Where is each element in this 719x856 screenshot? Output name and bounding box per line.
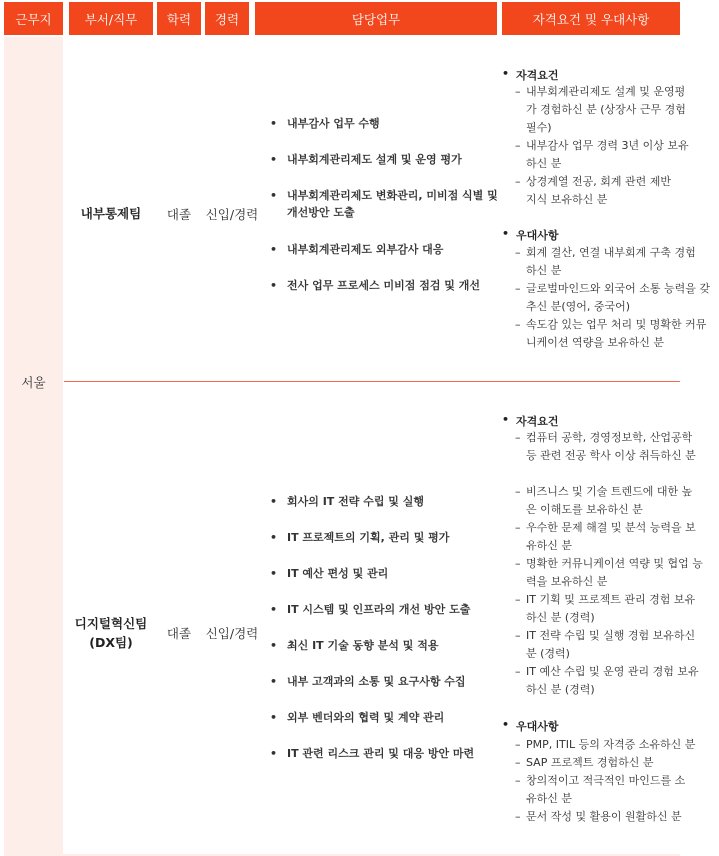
- preferred-item: – 창의적이고 적극적인 마인드를 소유하신 분: [515, 772, 695, 808]
- team-name-sub: (DX팀): [89, 635, 133, 650]
- duty-item: • IT 관련 리스크 관리 및 대응 방안 마련: [270, 745, 498, 762]
- header-career: 경력: [205, 2, 249, 35]
- preferred-title: • 우대사항: [500, 718, 559, 734]
- duty-item: • 전사 업무 프로세스 미비점 점검 및 개선: [270, 277, 498, 294]
- required-item: – 내부회계관리제도 설계 및 운영평가 경험하신 분 (상장사 근무 경험 필수): [515, 83, 695, 137]
- education-value: 대졸: [166, 207, 192, 222]
- duty-item: • 내부회계관리제도 외부감사 대응: [270, 241, 498, 258]
- preferred-item: – SAP 프로젝트 경험하신 분: [515, 754, 719, 772]
- required-title: • 자격요건: [500, 67, 559, 83]
- duty-item: • 외부 벤더와의 협력 및 계약 관리: [270, 709, 498, 726]
- header-qualifications: 자격요건 및 우대사항: [502, 2, 680, 35]
- duty-item: • 회사의 IT 전략 수립 및 실행: [270, 493, 498, 510]
- duty-item: • IT 시스템 및 인프라의 개선 방안 도출: [270, 601, 498, 618]
- duty-item: • IT 예산 편성 및 관리: [270, 565, 498, 582]
- header-department: 부서/직무: [69, 2, 153, 35]
- preferred-item: – 문서 작성 및 활용이 원활하신 분: [515, 808, 719, 826]
- preferred-item: – 속도감 있는 업무 처리 및 명확한 커뮤니케이션 역량을 보유하신 분: [515, 316, 710, 352]
- required-title: • 자격요건: [500, 413, 559, 429]
- duty-item: • 내부회계관리제도 설계 및 운영 평가: [270, 151, 498, 168]
- duty-item: • 내부회계관리제도 변화관리, 미비점 식별 및 개선방안 도출: [270, 187, 502, 221]
- required-item: – 상경계열 전공, 회계 관련 제반 지식 보유하신 분: [515, 173, 675, 209]
- row-divider: [64, 381, 680, 382]
- duty-item: • IT 프로젝트의 기획, 관리 및 평가: [270, 529, 498, 546]
- duty-item: • 내부감사 업무 수행: [270, 115, 498, 132]
- header-location: 근무지: [4, 2, 63, 35]
- required-item: – IT 기획 및 프로젝트 관리 경험 보유하신 분 (경력): [515, 591, 705, 627]
- preferred-item: – 글로벌마인드와 외국어 소통 능력을 갖추신 분(영어, 중국어): [515, 280, 719, 316]
- duty-item: • 내부 고객과의 소통 및 요구사항 수집: [270, 673, 498, 690]
- required-item: – IT 전략 수립 및 실행 경험 보유하신 분 (경력): [515, 627, 705, 663]
- preferred-title: • 우대사항: [500, 227, 559, 243]
- education-value: 대졸: [166, 626, 192, 641]
- career-value: 신입/경력: [205, 626, 259, 641]
- preferred-item: – PMP, ITIL 등의 자격증 소유하신 분: [515, 736, 719, 754]
- required-item: – 비즈니스 및 기술 트렌드에 대한 높은 이해도를 보유하신 분: [515, 483, 700, 519]
- required-item: – 명확한 커뮤니케이션 역량 및 협업 능력을 보유하신 분: [515, 555, 705, 591]
- required-item: – 컴퓨터 공학, 경영정보학, 산업공학 등 관련 전공 학사 이상 취득하신 분: [515, 429, 705, 465]
- location-column: [4, 37, 63, 856]
- team-name: 디지털혁신팀: [74, 616, 148, 631]
- required-item: – 내부감사 업무 경력 3년 이상 보유하신 분: [515, 137, 695, 173]
- header-duties: 담당업무: [255, 2, 497, 35]
- duty-item: • 최신 IT 기술 동향 분석 및 적용: [270, 637, 498, 654]
- preferred-item: – 회계 결산, 연결 내부회계 구축 경험하신 분: [515, 244, 705, 280]
- career-value: 신입/경력: [205, 207, 259, 222]
- team-name: 내부통제팀: [80, 206, 142, 221]
- location-seoul: 서울: [21, 375, 46, 390]
- header-education: 학력: [157, 2, 201, 35]
- required-item: – 우수한 문제 해결 및 분석 능력을 보유하신 분: [515, 519, 705, 555]
- required-item: – IT 예산 수립 및 운영 관리 경험 보유하신 분 (경력): [515, 663, 705, 699]
